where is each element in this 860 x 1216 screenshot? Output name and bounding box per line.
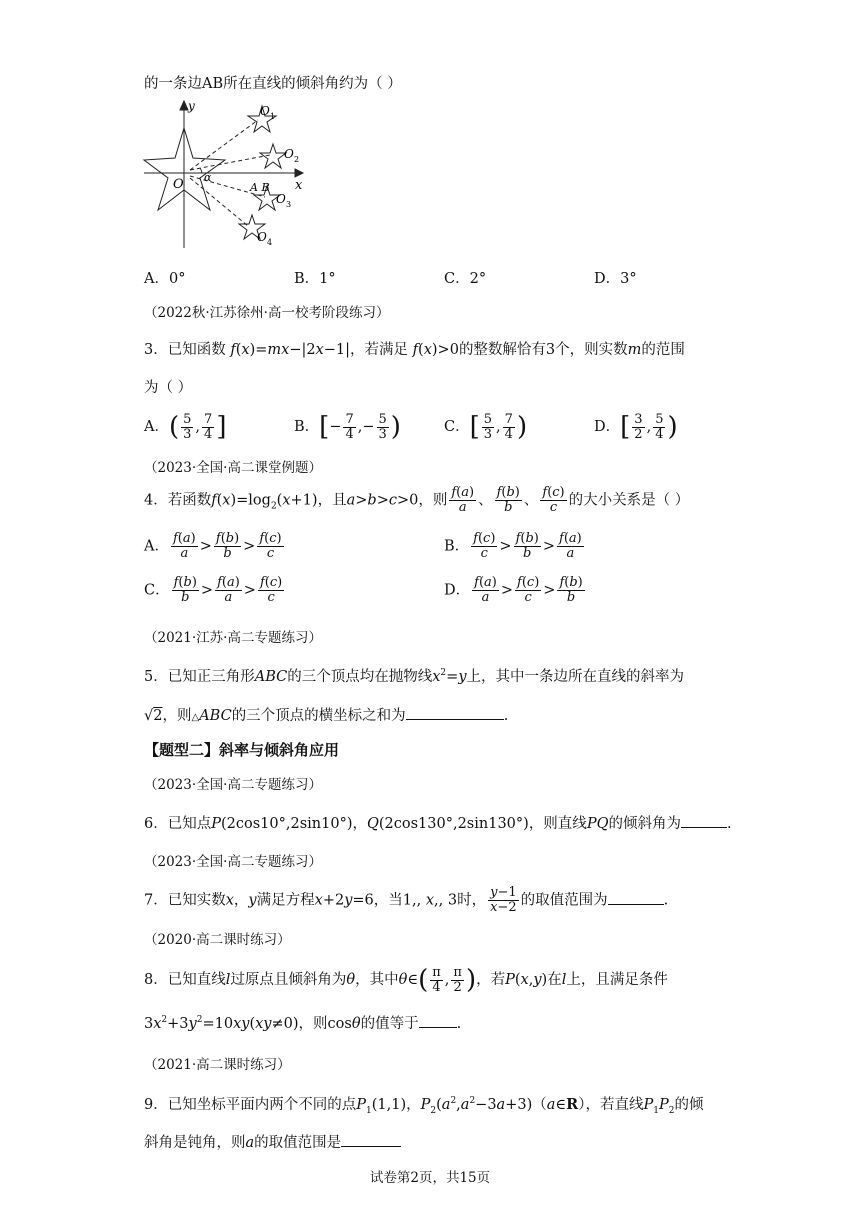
q9-stem-line2: 斜角是钝角，则a的取值范围是	[144, 1131, 401, 1152]
q3-option-b[interactable]: B．[− $\frac{7}{4}$ ,− $\frac{5}{3}$ )	[294, 411, 401, 442]
star-figure	[140, 98, 310, 253]
q3-stem-line1: 3．已知函数 f(x)=mx−|2x−1|，若满足 f(x)>0的整数解恰有3个，则实数m的范围	[144, 342, 685, 358]
q5-stem-line2: √2，则△ABC的三个顶点的横坐标之和为 .	[144, 708, 509, 724]
source-q6: （2023·全国·高二专题练习）	[144, 777, 322, 793]
q2-option-b[interactable]: B．1°	[294, 271, 336, 287]
q8-stem-line1: 8．已知直线l过原点且倾斜角为θ，其中θ∈( $\frac{\pi}{4}$ , $\frac{\pi}{2}$ )，若P(x,y)在l上，且满足条件	[144, 964, 668, 995]
q2-stem-tail: 的一条边AB所在直线的倾斜角约为（ ）	[144, 76, 402, 92]
q6-answer-blank[interactable]	[681, 827, 727, 828]
q3-option-d[interactable]: D．[ $\frac{3}{2}$ , $\frac{5}{4}$ )	[594, 411, 678, 442]
q7-stem: 7．已知实数x，y满足方程x+2y=6，当1,, x,, 3时， $\frac{y-1}{x-2}$ 的取值范围为 .	[144, 885, 669, 915]
source-q5: （2021·江苏·高二专题练习）	[144, 630, 322, 646]
figure-label-ab: A B	[250, 181, 270, 194]
source-q3: （2022秋·江苏徐州·高一校考阶段练习）	[144, 305, 390, 321]
section-heading-2: 【题型二】斜率与倾斜角应用	[144, 741, 340, 759]
q3-option-a[interactable]: A．( $\frac{5}{3}$ , $\frac{7}{4}$ ]	[144, 411, 227, 442]
q5-answer-blank[interactable]	[406, 719, 504, 720]
figure-label-o4: O	[257, 230, 267, 244]
figure-label-o1-sub: 1	[270, 112, 276, 121]
page-footer: 试卷第2页，共15页	[369, 1170, 491, 1186]
figure-label-alpha: α	[204, 171, 212, 184]
q4-option-b[interactable]: B． $\frac{f(c)}{c}$ > $\frac{f(b)}{b}$ > $\frac{f(a)}{a}$	[444, 531, 582, 561]
q8-answer-blank[interactable]	[419, 1027, 457, 1028]
q2-option-c[interactable]: C．2°	[444, 271, 487, 287]
figure-label-o2-sub: 2	[294, 155, 300, 164]
q4-option-d[interactable]: D． $\frac{f(a)}{a}$ > $\frac{f(c)}{c}$ > $\frac{f(b)}{b}$	[444, 575, 583, 605]
figure-label-y: y	[188, 99, 195, 113]
q2-option-a[interactable]: A．0°	[144, 271, 186, 287]
source-q4: （2023·全国·高二课堂例题）	[144, 460, 322, 476]
source-q9: （2021·高二课时练习）	[144, 1057, 291, 1073]
figure-label-o3-sub: 3	[286, 200, 292, 209]
q9-answer-blank[interactable]	[341, 1146, 401, 1147]
figure-label-o: O	[173, 177, 184, 192]
q9-stem-line1: 9．已知坐标平面内两个不同的点$P_1(1,1)$，$P_2(a^2,a^2-3a+3)(a\in R)$，若直线$P_1P_2$的倾	[144, 1096, 704, 1116]
q4-stem: 4．若函数$f(x)=\log_2(x+1)$，且a>b>c>0，则 $\frac{f(a)}{a}$ 、 $\frac{f(b)}{b}$ 、 $\frac{f(c)}{c}$ 的大小关系是（ ）	[144, 485, 690, 515]
figure-label-o1: O	[260, 104, 270, 118]
figure-label-o3: O	[276, 192, 286, 206]
figure-label-o4-sub: 4	[267, 238, 273, 247]
q4-option-a[interactable]: A． $\frac{f(a)}{a}$ > $\frac{f(b)}{b}$ > $\frac{f(c)}{c}$	[144, 531, 282, 561]
figure-label-x: x	[295, 178, 303, 193]
source-q7: （2023·全国·高二专题练习）	[144, 854, 322, 870]
q3-option-c[interactable]: C．[ $\frac{5}{3}$ , $\frac{7}{4}$ )	[444, 411, 528, 442]
q5-stem-line1: 5．已知正三角形ABC的三个顶点均在抛物线$x^2=y$上，其中一条边所在直线的斜率为	[144, 668, 685, 685]
source-q8: （2020·高二课时练习）	[144, 932, 291, 948]
q2-option-d[interactable]: D．3°	[594, 271, 637, 287]
q8-stem-line2: $3x^2+3y^2=10xy(xy\ne 0)$，则cosθ的值等于 .	[144, 1015, 462, 1032]
q7-answer-blank[interactable]	[608, 904, 664, 905]
q4-option-c[interactable]: C． $\frac{f(b)}{b}$ > $\frac{f(a)}{a}$ > $\frac{f(c)}{c}$	[144, 575, 283, 605]
q6-stem: 6．已知点P(2cos10°,2sin10°)，Q(2cos130°,2sin130°)，则直线PQ的倾斜角为 .	[144, 816, 732, 832]
figure-label-o2: O	[284, 147, 294, 161]
q3-stem-line2: 为（ ）	[144, 380, 193, 396]
